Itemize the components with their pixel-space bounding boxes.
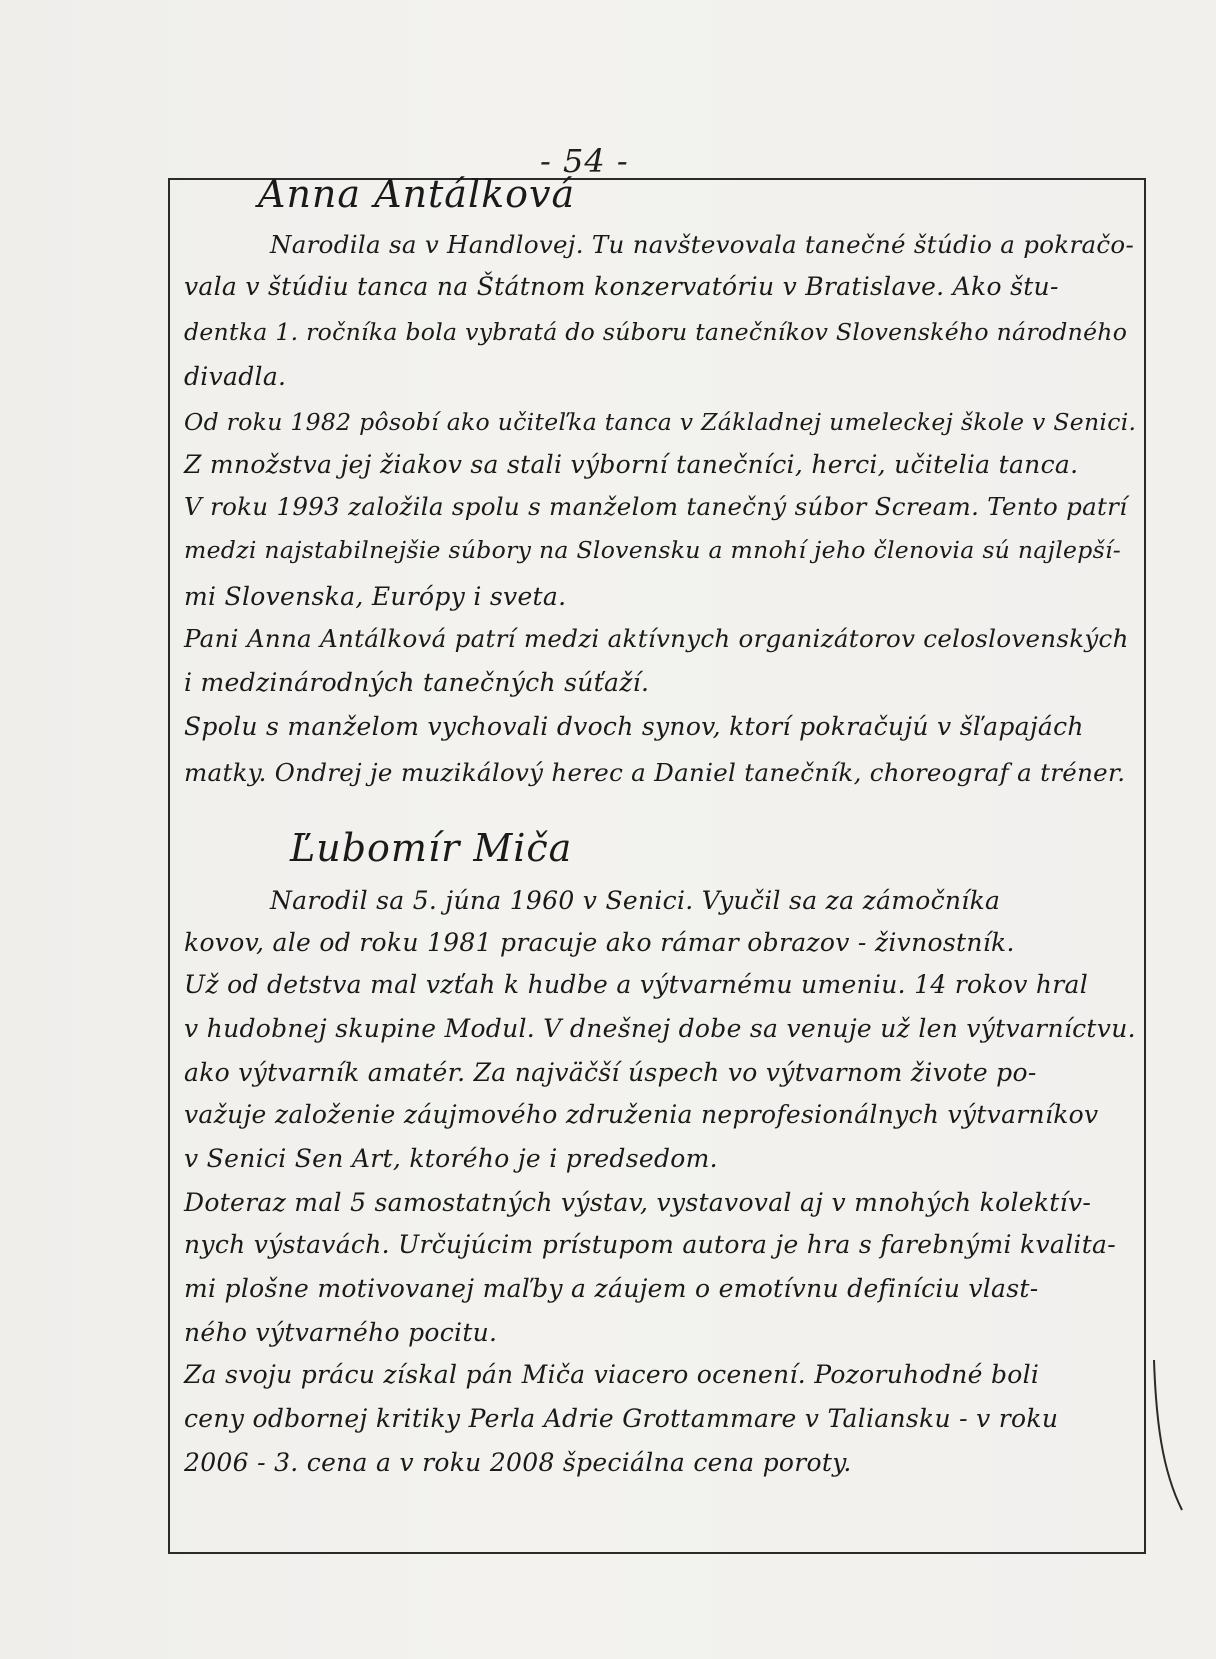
text-line: vala v štúdiu tanca na Štátnom konzervatóriu v Bratislave. Ako štu-	[184, 272, 1059, 301]
text-line: matky. Ondrej je muzikálový herec a Daniel tanečník, choreograf a tréner.	[184, 758, 1126, 787]
section-title-anna-antalkova: Anna Antálková	[258, 172, 576, 216]
text-line: Už od detstva mal vzťah k hudbe a výtvarnému umeniu. 14 rokov hral	[184, 970, 1089, 999]
text-line: mi plošne motivovanej maľby a záujem o emotívnu definíciu vlast-	[184, 1274, 1039, 1303]
text-line: kovov, ale od roku 1981 pracuje ako rámar obrazov - živnostník.	[184, 928, 1015, 957]
text-line: važuje založenie záujmového združenia neprofesionálnych výtvarníkov	[184, 1100, 1099, 1129]
page-number: - 54 -	[540, 142, 629, 180]
text-line: ného výtvarného pocitu.	[184, 1318, 498, 1347]
text-line: divadla.	[184, 362, 287, 391]
text-line: Za svoju prácu získal pán Miča viacero ocenení. Pozoruhodné boli	[184, 1360, 1040, 1389]
text-line: nych výstavách. Určujúcim prístupom autora je hra s farebnými kvalita-	[184, 1230, 1117, 1259]
text-line: v hudobnej skupine Modul. V dnešnej dobe sa venuje už len výtvarníctvu.	[184, 1014, 1136, 1043]
text-line: 2006 - 3. cena a v roku 2008 špeciálna cena poroty.	[184, 1448, 852, 1477]
text-line: i medzinárodných tanečných súťaží.	[184, 668, 650, 697]
text-line: v Senici Sen Art, ktorého je i predsedom.	[184, 1144, 718, 1173]
text-line: medzi najstabilnejšie súbory na Slovensku a mnohí jeho členovia sú najlepší-	[184, 536, 1122, 564]
frame-corner-mark	[1152, 1360, 1192, 1520]
text-line: dentka 1. ročníka bola vybratá do súboru tanečníkov Slovenského národného	[184, 318, 1128, 346]
text-line: Narodil sa 5. júna 1960 v Senici. Vyučil sa za zámočníka	[270, 886, 1001, 915]
text-line: Pani Anna Antálková patrí medzi aktívnych organizátorov celoslovenských	[184, 624, 1129, 653]
text-line: Spolu s manželom vychovali dvoch synov, ktorí pokračujú v šľapajách	[184, 712, 1084, 741]
text-line: mi Slovenska, Európy i sveta.	[184, 582, 567, 611]
text-line: Narodila sa v Handlovej. Tu navštevovala tanečné štúdio a pokračo-	[270, 230, 1135, 259]
section-title-lubomir-mica: Ľubomír Miča	[290, 826, 573, 870]
text-line: ceny odbornej kritiky Perla Adrie Grottammare v Taliansku - v roku	[184, 1404, 1059, 1433]
text-line: V roku 1993 založila spolu s manželom tanečný súbor Scream. Tento patrí	[184, 492, 1128, 521]
text-line: Z množstva jej žiakov sa stali výborní tanečníci, herci, učitelia tanca.	[184, 450, 1079, 479]
text-line: Doteraz mal 5 samostatných výstav, vystavoval aj v mnohých kolektív-	[184, 1188, 1092, 1217]
text-line: Od roku 1982 pôsobí ako učiteľka tanca v Základnej umeleckej škole v Senici.	[184, 408, 1137, 436]
text-line: ako výtvarník amatér. Za najväčší úspech vo výtvarnom živote po-	[184, 1058, 1037, 1087]
